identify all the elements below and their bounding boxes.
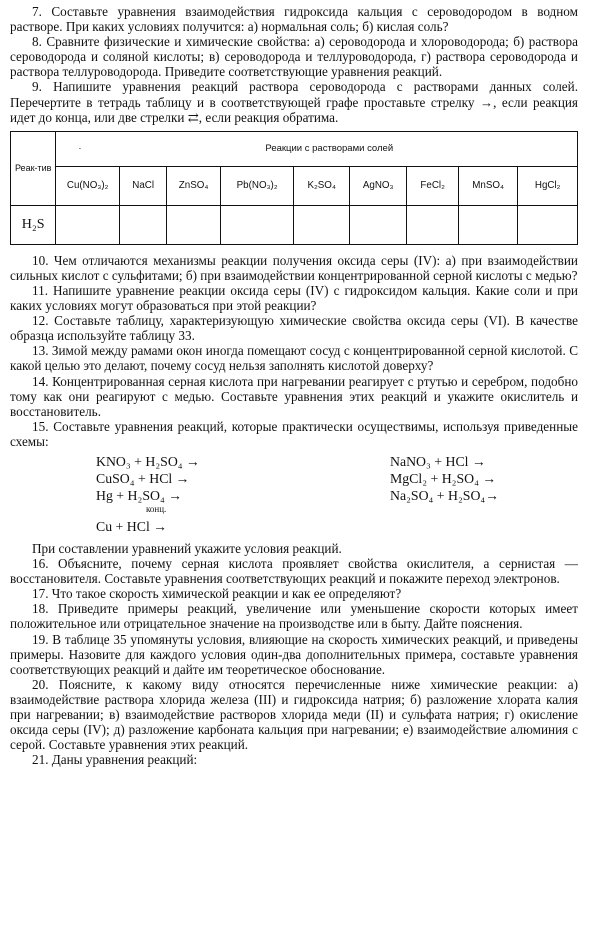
problem-9: 9. Напишите уравнения реакций раствора сероводорода с растворами данных солей. Перечертите в тетрадь таблицу и в соответствующей графе проставьте стрелку →, если реакция идет до конца, или две стрелки ⇄, если реакция обратима.: [10, 79, 578, 125]
scheme-line: CuSO₄ + HCl →: [96, 470, 190, 486]
schemes-left: [10, 453, 386, 535]
table-cell: [349, 205, 407, 244]
column-header: FeCl₂: [407, 166, 458, 205]
problem-18: 18. Приведите примеры реакций, увеличение или уменьшение скорости которых имеет положительное или отрицательное значение на производстве или в быту. Дайте пояснения.: [10, 601, 578, 632]
scheme-line: NaNO₃ + HCl →: [390, 453, 486, 469]
reaction-table: [10, 131, 578, 245]
problem-21: 21. Даны уравнения реакций:: [32, 752, 198, 768]
column-header: ZnSO₄: [167, 166, 220, 205]
column-header: Pb(NO₃)₂: [220, 166, 294, 205]
table-cell: [458, 205, 518, 244]
header-label: Реакции с растворами солей: [265, 143, 394, 155]
problem-10: 10. Чем отличаются механизмы реакции получения оксида серы (IV): а) при взаимодействии сильных кислот с сульфитами; б) при взаимодействии концентрированной серной кислоты с медью?: [10, 252, 578, 283]
problem-16: 16. Объясните, почему серная кислота проявляет свойства окислителя, а сернистая — восстановителя. Составьте уравнения соответствующих реакций и покажите переход электронов.: [10, 556, 578, 587]
reaction-schemes: [10, 453, 578, 535]
scheme-line: KNO₃ + H₂SO₄ →: [96, 453, 200, 469]
table-cell: [167, 205, 220, 244]
column-header: Cu(NO₃)₂: [56, 166, 120, 205]
problem-11: 11. Напишите уравнение реакции оксида серы (IV) с гидроксидом кальция. Какие соли и при каких условиях могут образоваться при этой реакции?: [10, 282, 578, 314]
table-cell: [56, 205, 120, 244]
table-cell: [119, 205, 166, 244]
problem-20: 20. Поясните, к какому виду относятся перечисленные ниже химические реакции: а) взаимодействие раствора хлорида железа (III) и гидроксида натрия; б) разложение хлората калия при нагревании; в) взаимодействие растворов хлорида меди (II) и сульфата натрия; г) окисление оксида серы (IV); д) разложение карбоната кальция при нагревании; е) взаимодействие алюминия с серой. Составьте уравнения этих реакций.: [10, 676, 578, 753]
column-header: K₂SO₄: [294, 166, 349, 205]
scheme-line: Cu + HCl →: [96, 518, 168, 534]
scheme-line: Na₂SO₄ + H₂SO₄→: [390, 487, 500, 503]
problem-8: 8. Сравните физические и химические свойства: а) сероводорода и хлороводорода; б) раствора сероводорода и соляной кислоты; в) сероводорода и теллуроводорода, г) раствора сероводорода и раствора теллуроводорода. Приведите соответствующие уравнения реакций.: [10, 34, 578, 80]
salt-group-header: [56, 131, 578, 166]
column-header: HgCl₂: [518, 166, 578, 205]
schemes-right: [386, 453, 499, 535]
row-label-h2s: H₂S: [11, 205, 56, 244]
problem-12: 12. Составьте таблицу, характеризующую химические свойства оксида серы (VI). В качестве образца используйте таблицу 33.: [10, 313, 578, 344]
problem-7: 7. Составьте уравнения взаимодействия гидроксида кальция с сероводородом в водном растворе. При каких условиях получится: а) нормальная соль; б) кислая соль?: [10, 4, 578, 35]
table-cell: [407, 205, 458, 244]
column-header: MnSO₄: [458, 166, 518, 205]
table-cell: [294, 205, 349, 244]
reactant-header: Реак-тив: [11, 131, 56, 205]
problem-13: 13. Зимой между рамами окон иногда помещают сосуд с концентрированной серной кислотой. С какой целью это делают, почему сосуд нельзя заполнять кислотой доверху?: [10, 343, 578, 374]
table-cell: [220, 205, 294, 244]
scheme-line: Hg + H₂SO₄ →: [96, 487, 183, 503]
scheme-line: MgCl₂ + H₂SO₄ →: [390, 470, 497, 486]
konc-label: конц.: [146, 503, 167, 514]
problem-19: 19. В таблице 35 упомянуты условия, влияющие на скорость химических реакций, и приведены примеры. Назовите для каждого условия один-два дополнительных примера, составьте уравнения соответствующих реакций и дайте им теоретическое обоснование.: [10, 631, 578, 677]
problem-15: 15. Составьте уравнения реакций, которые практически осуществимы, используя приведенные схемы:: [10, 418, 578, 449]
problem-14: 14. Концентрированная серная кислота при нагревании реагирует с ртутью и серебром, подобно тому как они реагируют с медью. Составьте уравнения этих реакций и укажите окислитель и восстановитель.: [10, 373, 578, 419]
problem-15-note: При составлении уравнений укажите условия реакций.: [32, 540, 342, 556]
column-header: NaCl: [119, 166, 166, 205]
problem-17: 17. Что такое скорость химической реакции и как ее определяют?: [32, 586, 402, 602]
header-dot: ·: [78, 143, 82, 155]
table-cell: [518, 205, 578, 244]
column-header: AgNO₃: [349, 166, 407, 205]
